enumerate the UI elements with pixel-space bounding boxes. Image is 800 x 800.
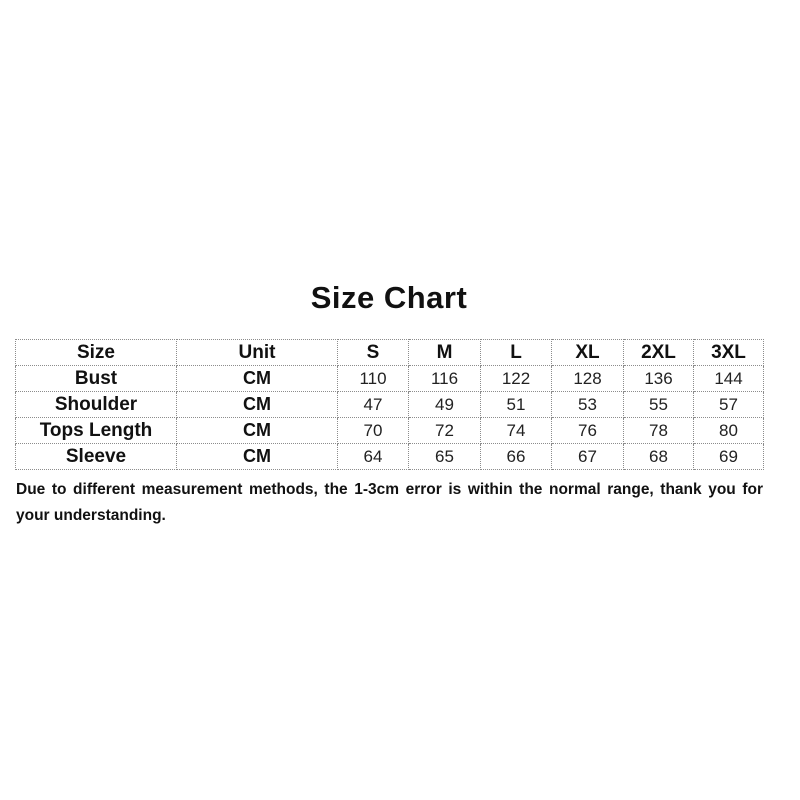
value-cell: 66 (481, 444, 552, 470)
row-label: Sleeve (16, 444, 177, 470)
value-cell: 51 (481, 392, 552, 418)
value-cell: 74 (481, 418, 552, 444)
col-header-size: Size (16, 340, 177, 366)
row-label: Shoulder (16, 392, 177, 418)
measurement-note-line-2: your understanding. (16, 507, 166, 524)
table-body (16, 366, 764, 470)
value-cell: 47 (338, 392, 409, 418)
table-row (16, 418, 764, 444)
measurement-note (16, 477, 763, 529)
col-header-s: S (338, 340, 409, 366)
unit-cell: CM (177, 366, 338, 392)
value-cell: 110 (338, 366, 409, 392)
table-row (16, 392, 764, 418)
col-header-2xl: 2XL (624, 340, 694, 366)
value-cell: 69 (694, 444, 764, 470)
value-cell: 128 (552, 366, 624, 392)
row-label: Tops Length (16, 418, 177, 444)
value-cell: 78 (624, 418, 694, 444)
table-header-row (16, 340, 764, 366)
col-header-m: M (409, 340, 481, 366)
row-label: Bust (16, 366, 177, 392)
col-header-unit: Unit (177, 340, 338, 366)
value-cell: 76 (552, 418, 624, 444)
unit-cell: CM (177, 444, 338, 470)
col-header-l: L (481, 340, 552, 366)
value-cell: 70 (338, 418, 409, 444)
value-cell: 72 (409, 418, 481, 444)
size-chart-table (15, 339, 764, 470)
value-cell: 68 (624, 444, 694, 470)
value-cell: 57 (694, 392, 764, 418)
value-cell: 80 (694, 418, 764, 444)
value-cell: 55 (624, 392, 694, 418)
value-cell: 144 (694, 366, 764, 392)
value-cell: 53 (552, 392, 624, 418)
col-header-xl: XL (552, 340, 624, 366)
table-row (16, 366, 764, 392)
col-header-3xl: 3XL (694, 340, 764, 366)
value-cell: 122 (481, 366, 552, 392)
table-row (16, 444, 764, 470)
value-cell: 65 (409, 444, 481, 470)
measurement-note-line-1: Due to different measurement methods, the 1-3cm error is within the normal range, thank you for (16, 481, 763, 498)
page-title: Size Chart (310, 280, 468, 315)
unit-cell: CM (177, 392, 338, 418)
value-cell: 116 (409, 366, 481, 392)
value-cell: 67 (552, 444, 624, 470)
value-cell: 64 (338, 444, 409, 470)
value-cell: 136 (624, 366, 694, 392)
unit-cell: CM (177, 418, 338, 444)
value-cell: 49 (409, 392, 481, 418)
